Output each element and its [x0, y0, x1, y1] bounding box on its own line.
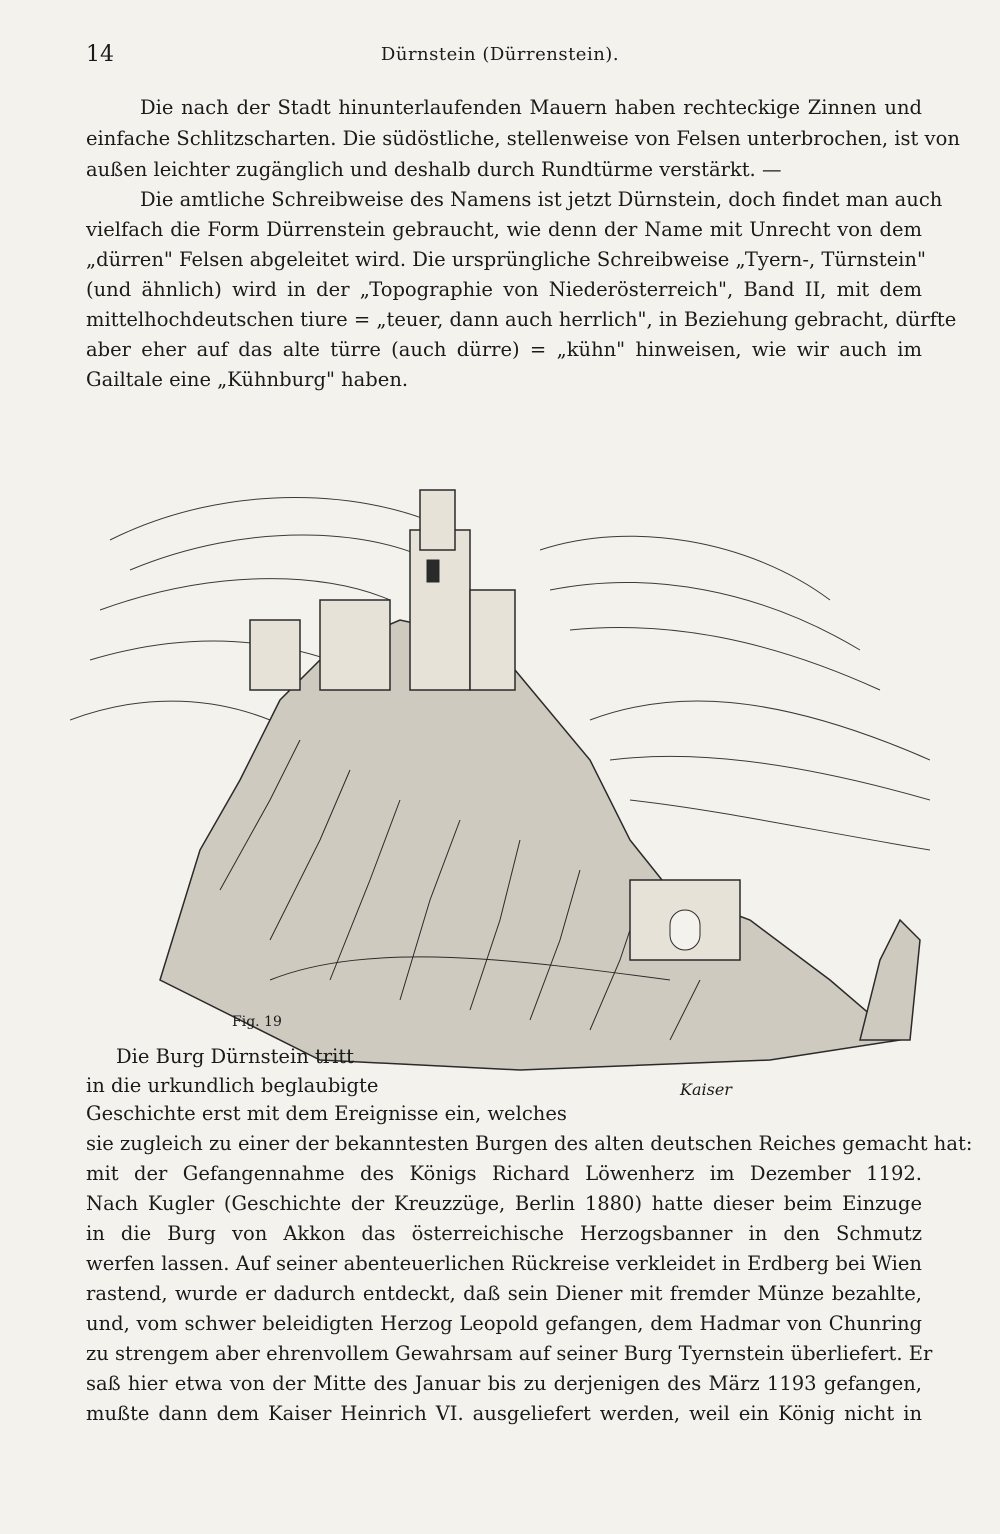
text-line: außen leichter zugänglich und deshalb durch Rundtürme verstärkt. — — [86, 158, 782, 181]
text-line: und, vom schwer beleidigten Herzog Leopold gefangen, dem Hadmar von Chunring — [86, 1312, 922, 1335]
text-line: Nach Kugler (Geschichte der Kreuzzüge, Berlin 1880) hatte dieser beim Einzuge — [86, 1192, 922, 1215]
text-line: Die Burg Dürnstein tritt — [116, 1045, 355, 1068]
text-line: in die urkundlich beglaubigte — [86, 1074, 379, 1097]
page-number: 14 — [86, 42, 114, 67]
text-line: „dürren" Felsen abgeleitet wird. Die ursprüngliche Schreibweise „Tyern-, Türnstein" — [86, 248, 926, 271]
text-line: Die nach der Stadt hinunterlaufenden Mauern haben rechteckige Zinnen und — [140, 96, 922, 119]
running-head: Dürnstein (Dürrenstein). — [380, 44, 620, 65]
text-line: vielfach die Form Dürrenstein gebraucht, wie denn der Name mit Unrecht von dem — [86, 218, 922, 241]
text-line: werfen lassen. Auf seiner abenteuerlichen Rückreise verkleidet in Erdberg bei Wien — [86, 1252, 922, 1275]
text-line: saß hier etwa von der Mitte des Januar bis zu derjenigen des März 1193 gefangen, — [86, 1372, 922, 1395]
text-line: mußte dann dem Kaiser Heinrich VI. ausgeliefert werden, weil ein König nicht in — [86, 1402, 922, 1425]
castle-illustration — [70, 420, 930, 1120]
text-line: mit der Gefangennahme des Königs Richard Löwenherz im Dezember 1192. — [86, 1162, 922, 1185]
text-line: einfache Schlitzscharten. Die südöstliche, stellenweise von Felsen unterbrochen, ist von — [86, 127, 960, 150]
figure-label: Fig. 19 — [232, 1014, 282, 1030]
text-line: aber eher auf das alte türre (auch dürre) = „kühn" hinweisen, wie wir auch im — [86, 338, 922, 361]
text-line: mittelhochdeutschen tiure = „teuer, dann auch herrlich", in Beziehung gebracht, dürfte — [86, 308, 957, 331]
text-line: in die Burg von Akkon das österreichische Herzogsbanner in den Schmutz — [86, 1222, 922, 1245]
text-line: sie zugleich zu einer der bekanntesten Burgen des alten deutschen Reiches gemacht hat: — [86, 1132, 973, 1155]
text-line: (und ähnlich) wird in der „Topographie von Niederösterreich", Band II, mit dem — [86, 278, 922, 301]
text-line: zu strengem aber ehrenvollem Gewahrsam auf seiner Burg Tyernstein überliefert. Er — [86, 1342, 933, 1365]
text-line: Gailtale eine „Kühnburg" haben. — [86, 368, 409, 391]
text-line: Die amtliche Schreibweise des Namens ist jetzt Dürnstein, doch findet man auch — [140, 188, 943, 211]
text-line: Geschichte erst mit dem Ereignisse ein, welches — [86, 1102, 567, 1125]
text-line: rastend, wurde er dadurch entdeckt, daß sein Diener mit fremder Münze bezahlte, — [86, 1282, 922, 1305]
artist-signature: Kaiser — [680, 1080, 732, 1099]
